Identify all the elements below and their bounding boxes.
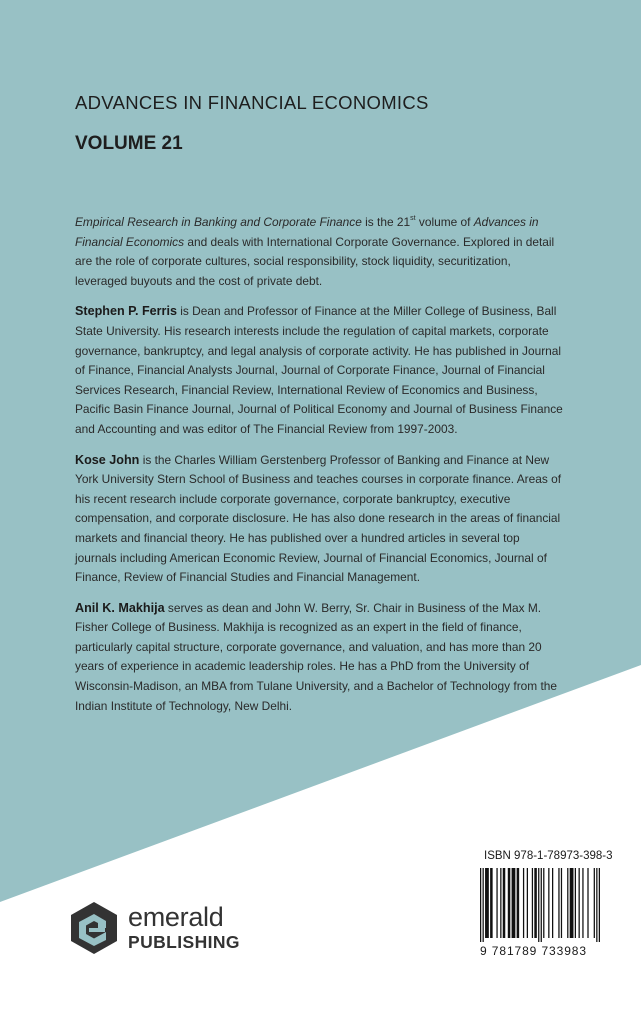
barcode-bar — [579, 868, 580, 938]
barcode-bar — [596, 868, 597, 942]
barcode-bar — [480, 868, 481, 942]
back-cover-blurb — [75, 213, 563, 727]
barcode-digits: 9 781789 733983 — [480, 944, 587, 958]
barcode-bar — [523, 868, 524, 938]
isbn-label: ISBN 978-1-78973-398-3 — [484, 850, 613, 862]
barcode-bar — [500, 868, 501, 938]
barcode-bar — [496, 868, 497, 938]
series-name: Advances in Financial Economics — [75, 215, 539, 249]
emerald-logo-icon — [67, 901, 121, 955]
barcode-bar — [548, 868, 549, 938]
barcode-bar — [485, 868, 489, 938]
barcode-bar — [503, 868, 506, 938]
book-description: Empirical Research in Banking and Corporate Finance is the 21st volume of Advances in Financial Economics and deals with International Corporate Governance. Explored in detail are the role of corporate cultures, social responsibility, stock liquidity, securitization, leveraged buyouts and the cost of private debt. — [75, 215, 555, 288]
barcode-bar — [570, 868, 574, 938]
series-title: ADVANCES IN FINANCIAL ECONOMICS — [75, 92, 429, 113]
editor-bio-john: Kose John is the Charles William Gerstenberg Professor of Banking and Finance at New York University Stern School of Business and teaches courses in corporate finance. Areas of his recent research include corporate governance, corporate bankruptcy, executive compensation, and corporate disclosure. He has also done research in the areas of financial markets and financial theory. He has published over a hundred articles in several top journals including American Economic Review, Journal of Financial Economics, Journal of Finance, Review of Financial Studies and Financial Management. — [75, 452, 562, 585]
barcode-bar — [558, 868, 559, 938]
barcode-bar — [538, 868, 539, 942]
book-title: Empirical Research in Banking and Corporate Finance — [75, 215, 362, 229]
barcode-bar — [543, 868, 544, 938]
barcode-bar — [541, 868, 542, 942]
editor-name: Kose John — [75, 452, 140, 467]
barcode-bar — [483, 868, 484, 942]
barcode-bar — [561, 868, 562, 938]
barcode-bar — [599, 868, 600, 942]
ordinal-suffix: st — [410, 215, 416, 223]
barcode-bar — [575, 868, 576, 938]
editor-bio-makhija: Anil K. Makhija serves as dean and John W. Berry, Sr. Chair in Business of the Max M. Fisher College of Business. Makhija is recognized as an expert in the field of finance, particularly capital structure, corporate governance, and valuation, and has more than 20 years of experience in academic leadership roles. He has a PhD from the University of Wisconsin-Madison, an MBA from Tulane University, and a Bachelor of Technology from the Indian Institute of Technology, New Delhi. — [75, 600, 558, 713]
barcode-bar — [527, 868, 528, 938]
barcode-bar — [582, 868, 583, 938]
barcode-bar — [594, 868, 595, 938]
editor-name: Anil K. Makhija — [75, 600, 165, 615]
barcode-bar — [517, 868, 520, 938]
barcode-bar — [552, 868, 553, 938]
barcode-bar — [567, 868, 568, 938]
editor-bio-ferris: Stephen P. Ferris is Dean and Professor of Finance at the Miller College of Business, Ball State University. His research interests include the regulation of capital markets, corporate governance, bankruptcy, and legal analysis of corporate activity. He has published in Journal of Finance, Financial Analysts Journal, Journal of Corporate Finance, Journal of Financial Services Research, Financial Review, International Review of Economics and Business, Pacific Basin Finance Journal, Journal of Political Economy and Journal of Business Finance and Accounting and was editor of The Financial Review from 1997-2003. — [75, 304, 563, 436]
barcode-bar — [508, 868, 511, 938]
barcode-bar — [490, 868, 493, 938]
publisher-label: PUBLISHING — [128, 932, 240, 952]
barcode-bar — [534, 868, 537, 938]
publisher-name: emerald — [128, 902, 224, 932]
volume-number: VOLUME 21 — [75, 133, 183, 154]
editor-name: Stephen P. Ferris — [75, 304, 177, 319]
barcode-bar — [587, 868, 588, 938]
barcode-bar — [512, 868, 516, 938]
barcode-bar — [532, 868, 533, 938]
isbn-barcode — [480, 868, 600, 942]
